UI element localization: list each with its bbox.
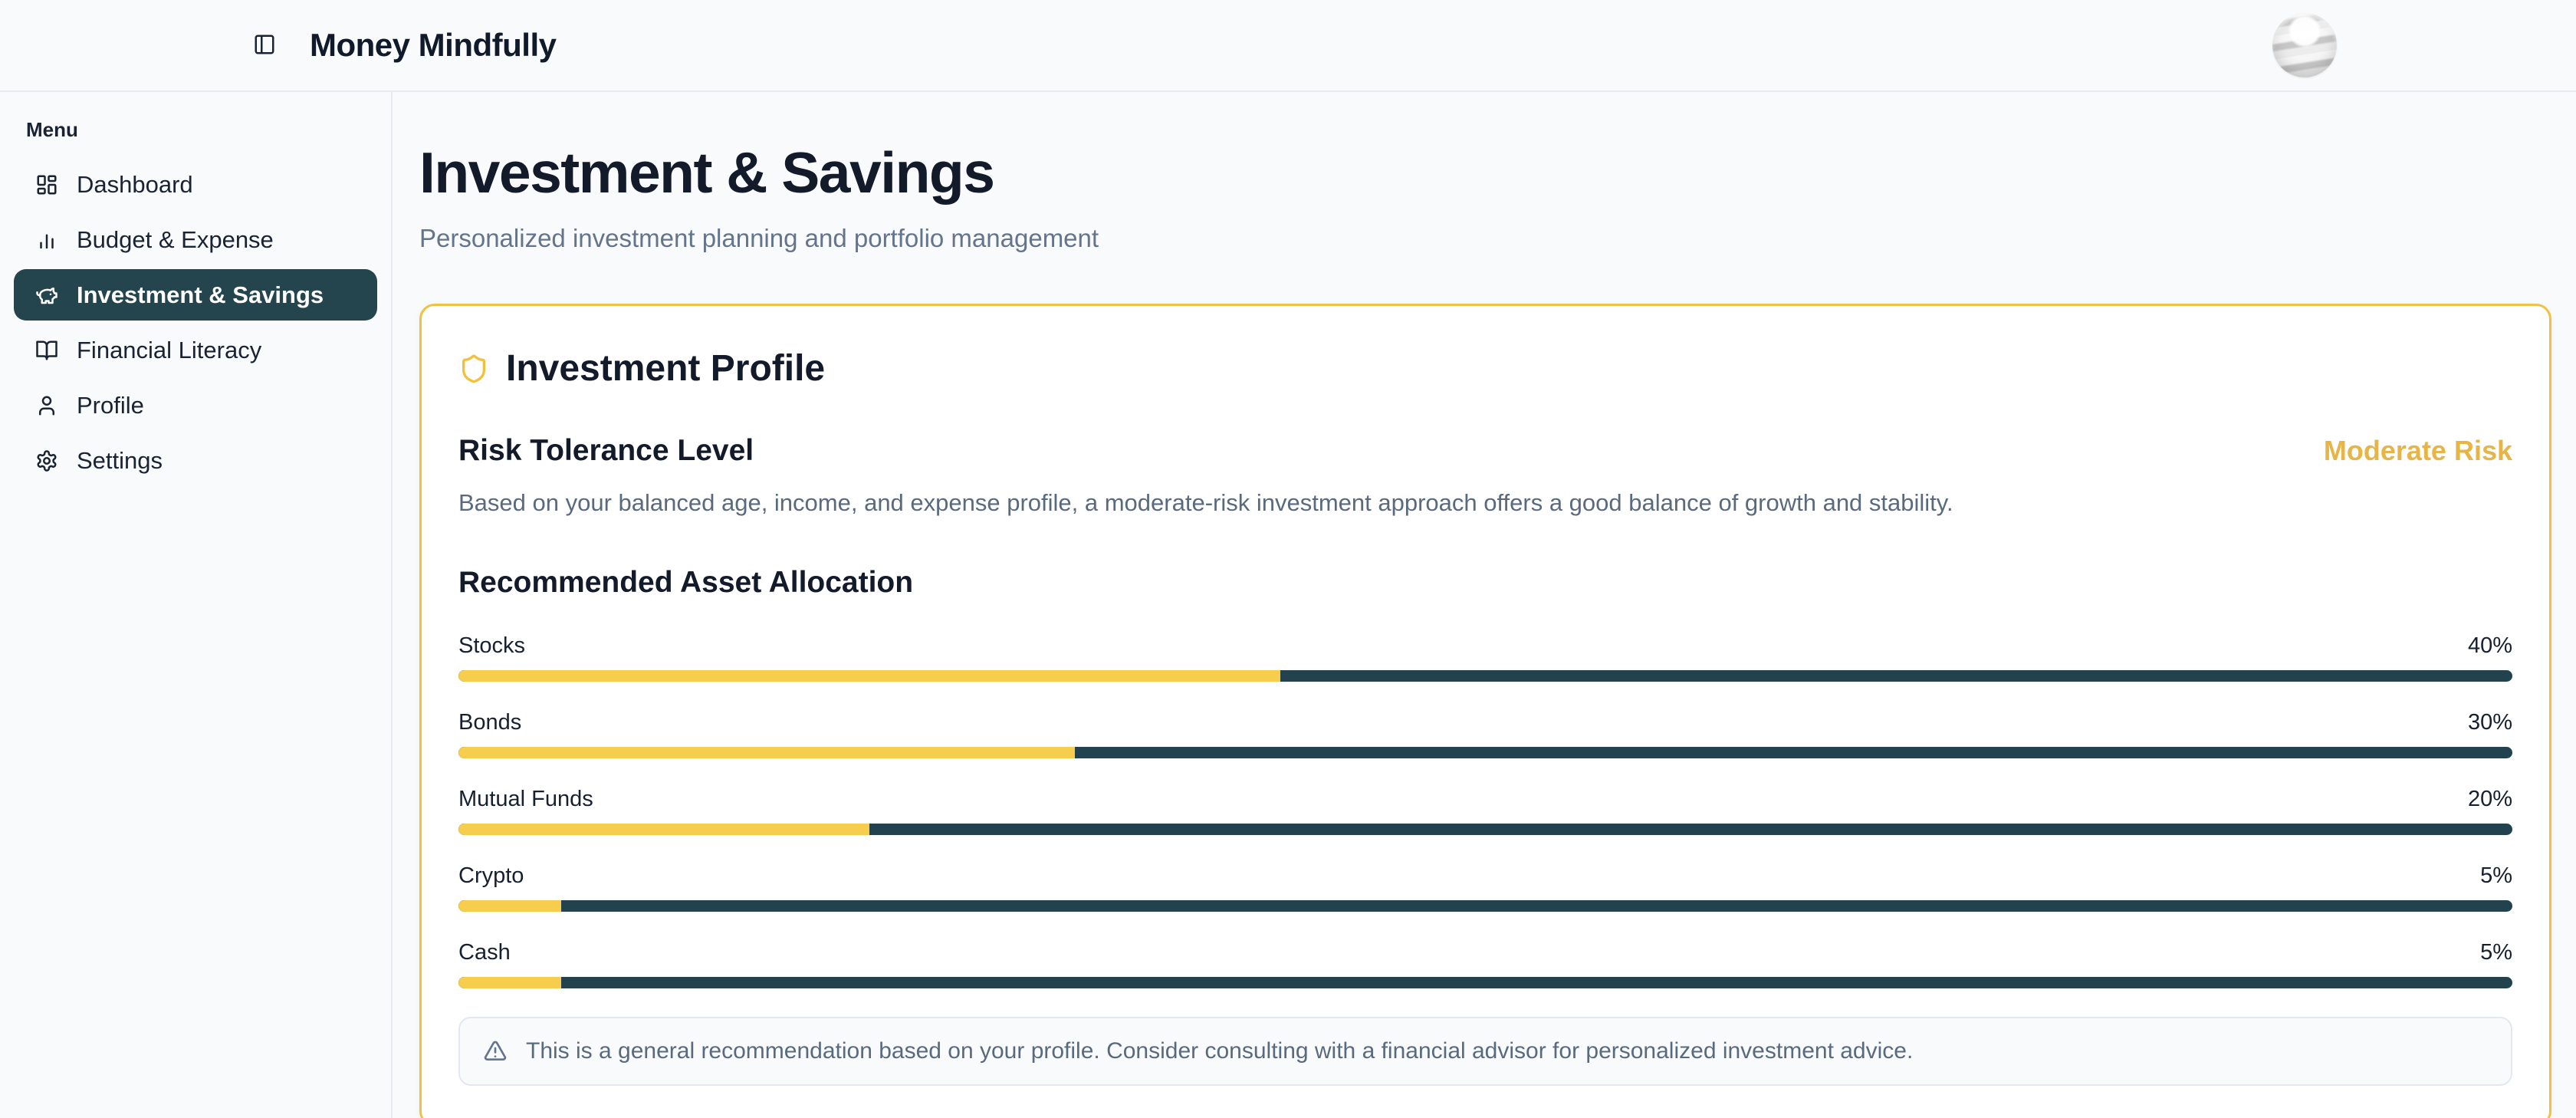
sidebar-item-settings[interactable] (14, 435, 377, 486)
dashboard-icon (35, 173, 58, 196)
allocation-bar (458, 900, 2512, 912)
asset-percent: 5% (2480, 863, 2512, 888)
allocation-bar (458, 747, 2512, 758)
allocation-bar (458, 977, 2512, 988)
sidebar-item-profile[interactable] (14, 380, 377, 431)
card-title: Investment Profile (506, 348, 826, 389)
main-content (393, 92, 2576, 1118)
sidebar-item-label: Settings (77, 446, 163, 474)
card-header (458, 347, 2512, 390)
risk-description: Based on your balanced age, income, and expense profile, a moderate-risk investment approach offers a good balance of growth and stability. (458, 489, 1953, 516)
allocation-bar-fill (458, 747, 1075, 758)
allocation-bar-fill (458, 977, 561, 988)
sidebar-toggle-button[interactable] (251, 32, 278, 58)
advisor-note (458, 1017, 2512, 1086)
user-icon (35, 394, 58, 417)
allocation-heading: Recommended Asset Allocation (458, 566, 914, 599)
asset-percent: 40% (2467, 633, 2512, 658)
sidebar-item-dashboard[interactable] (14, 159, 377, 210)
shield-icon (458, 353, 489, 384)
allocation-bar-fill (458, 824, 869, 835)
allocation-bar-fill (458, 900, 561, 912)
book-open-icon (35, 339, 58, 362)
gear-icon (35, 449, 58, 472)
bar-chart-icon (35, 229, 58, 252)
sidebar-item-label: Profile (77, 391, 144, 419)
allocation-row-stocks (458, 633, 2512, 682)
sidebar-item-budget-expense[interactable] (14, 214, 377, 265)
panel-left-icon (253, 33, 276, 56)
sidebar-item-label: Investment & Savings (77, 281, 324, 308)
allocation-row-bonds (458, 710, 2512, 758)
avatar[interactable] (2272, 13, 2337, 77)
allocation-bar-fill (458, 670, 1280, 682)
asset-label: Bonds (458, 710, 522, 735)
sidebar-section-label: Menu (26, 118, 78, 141)
page-subtitle: Personalized investment planning and portfolio management (419, 224, 1099, 252)
sidebar-item-financial-literacy[interactable] (14, 324, 377, 376)
asset-label: Crypto (458, 863, 524, 888)
advisor-note-text: This is a general recommendation based on your profile. Consider consulting with a financial advisor for personalized investment advice. (526, 1038, 1914, 1064)
investment-profile-card (419, 304, 2551, 1118)
sidebar-item-label: Dashboard (77, 170, 193, 198)
sidebar (0, 92, 393, 1118)
sidebar-item-investment-savings[interactable] (14, 269, 377, 321)
app-title: Money Mindfully (310, 27, 557, 63)
asset-percent: 30% (2467, 710, 2512, 735)
asset-label: Cash (458, 940, 511, 965)
allocation-row-crypto (458, 863, 2512, 912)
page-title: Investment & Savings (419, 140, 994, 205)
risk-heading: Risk Tolerance Level (458, 434, 754, 467)
asset-label: Stocks (458, 633, 526, 658)
app-shell (0, 92, 2576, 1118)
asset-label: Mutual Funds (458, 787, 593, 811)
asset-percent: 5% (2480, 940, 2512, 965)
allocation-row-mutual-funds (458, 787, 2512, 835)
allocation-bar (458, 670, 2512, 682)
allocation-row-cash (458, 940, 2512, 988)
sidebar-item-label: Budget & Expense (77, 225, 274, 253)
asset-percent: 20% (2467, 787, 2512, 811)
risk-level-badge: Moderate Risk (2323, 435, 2512, 466)
risk-tolerance-row (458, 434, 2512, 468)
app-header (0, 0, 2576, 92)
sidebar-item-label: Financial Literacy (77, 336, 262, 363)
piggy-bank-icon (35, 284, 58, 307)
allocation-bar (458, 824, 2512, 835)
allocation-list (458, 633, 2512, 988)
sidebar-nav (14, 159, 377, 486)
warning-icon (483, 1039, 508, 1064)
